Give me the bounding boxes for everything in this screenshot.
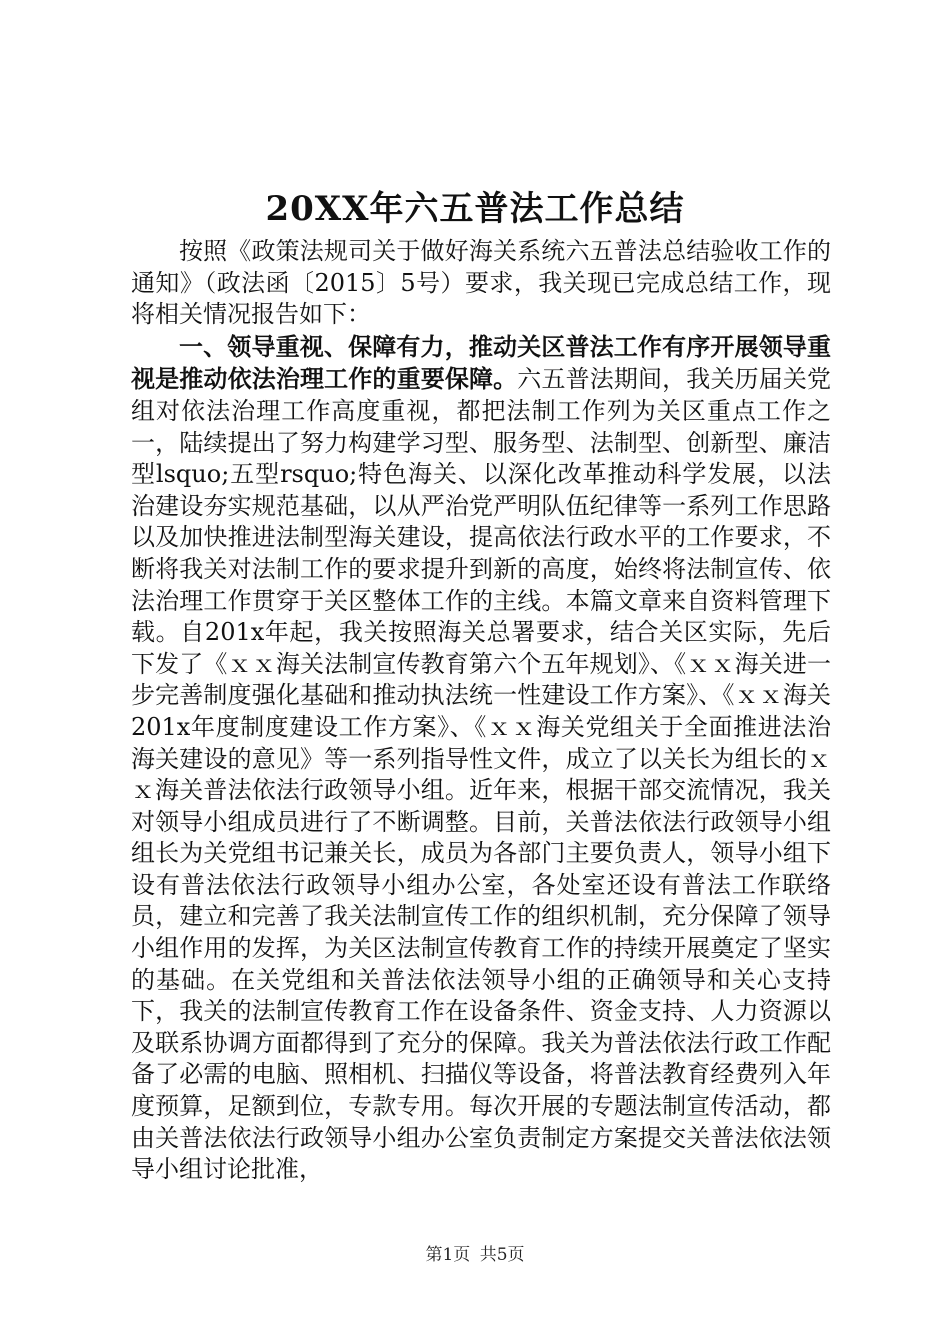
page-footer — [0, 1244, 950, 1266]
page-total: 共5页 — [479, 1245, 525, 1265]
document-title: 20XX年六五普法工作总结 — [265, 189, 685, 229]
document-body — [131, 236, 831, 1186]
intro-paragraph: 按照《政策法规司关于做好海关系统六五普法总结验收工作的通知》（政法函〔2015〕5号）要求，我关现已完成总结工作，现将相关情况报告如下： — [131, 237, 831, 329]
section-1-heading: 一、领导重视、保障有力，推动关区普法工作有序开展领导重视是推动依法治理工作的重要保障。 — [131, 331, 831, 394]
section-1-paragraph — [131, 331, 831, 1186]
page-number: 第1页 — [425, 1245, 471, 1265]
section-1-body: 六五普法期间，我关历届关党组对依法治理工作高度重视，都把法制工作列为关区重点工作之一，陆续提出了努力构建学习型、服务型、法制型、创新型、廉洁型lsquo;五型rsquo;特色海关、以深化改革推动科学发展，以法治建设夯实规范基础，以从严治党严明队伍纪律等一系列工作思路以及加快推进法制型海关建设，提高依法行政水平的工作要求，不断将我关对法制工作的要求提升到新的高度，始终将法制宣传、依法治理工作贯穿于关区整体工作的主线。本篇文章来自资料管理下载。自201x年起，我关按照海关总署要求，结合关区实际，先后下发了《ｘｘ海关法制宣传教育第六个五年规划》、《ｘｘ海关进一步完善制度强化基础和推动执法统一性建设工作方案》、《ｘｘ海关201x年度制度建设工作方案》、《ｘｘ海关党组关于全面推进法治海关建设的意见》等一系列指导性文件，成立了以关长为组长的ｘｘ海关普法依法行政领导小组。近年来，根据干部交流情况，我关对领导小组成员进行了不断调整。目前，关普法依法行政领导小组组长为关党组书记兼关长，成员为各部门主要负责人，领导小组下设有普法依法行政领导小组办公室，各处室还设有普法工作联络员，建立和完善了我关法制宣传工作的组织机制，充分保障了领导小组作用的发挥，为关区法制宣传教育工作的持续开展奠定了坚实的基础。在关党组和关普法依法领导小组的正确领导和关心支持下，我关的法制宣传教育工作在设备条件、资金支持、人力资源以及联系协调方面都得到了充分的保障。我关为普法依法行政工作配备了必需的电脑、照相机、扫描仪等设备，将普法教育经费列入年度预算，足额到位，专款专用。每次开展的专题法制宣传活动，都由关普法依法行政领导小组办公室负责制定方案提交关普法依法领导小组讨论批准， — [131, 365, 832, 1184]
